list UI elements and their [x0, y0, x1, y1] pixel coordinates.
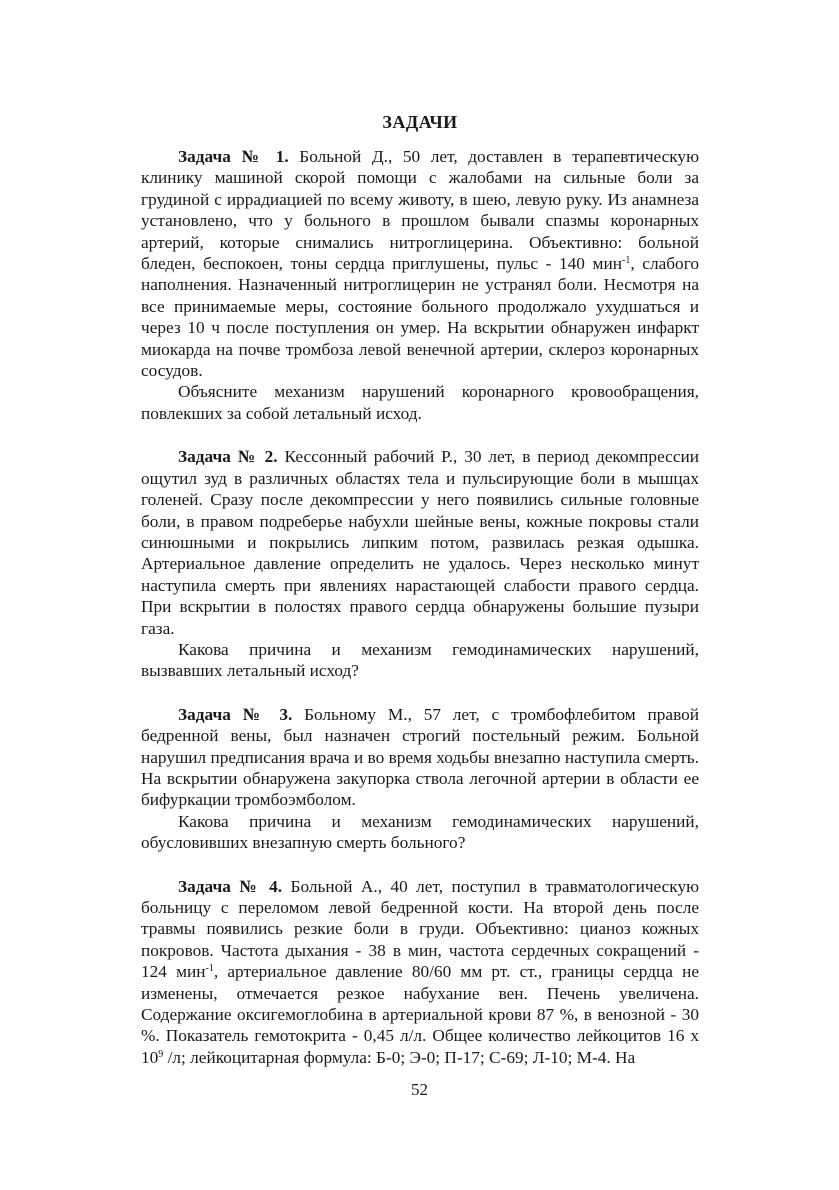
task-3-text	[141, 704, 699, 811]
task-4-sup-2: 9	[158, 1048, 164, 1060]
task-3-question: Какова причина и механизм гемодинамических нарушений, обусловивших внезапную смерть больного?	[141, 811, 699, 853]
task-3-label: Задача № 3.	[178, 704, 293, 724]
task-1-body-cont: , слабого наполнения. Назначенный нитроглицерин не устранял боли. Несмотря на все принимаемые меры, состояние больного продолжало ухудшаться и через 10 ч после поступления он умер. На вскрытии обнаружен инфаркт миокарда на почве тромбоза левой венечной артерии, склероз коронарных сосудов.	[141, 254, 699, 381]
task-1-text	[141, 146, 699, 381]
task-4-label: Задача № 4.	[178, 876, 283, 896]
task-4-text	[141, 876, 699, 1069]
document-page	[141, 110, 699, 1068]
page-title: ЗАДАЧИ	[382, 112, 458, 132]
task-4-body-cont-2: /л; лейкоцитарная формула: Б-0; Э-0; П-17; С-69; Л-10; М-4. На	[163, 1047, 636, 1067]
task-1-sup: -1	[622, 255, 631, 267]
task-2-body: Кессонный рабочий Р., 30 лет, в период декомпрессии ощутил зуд в различных областях тела и пульсирующие боли в мышцах голеней. Сразу после декомпрессии у него появились сильные головные боли, в правом подреберье набухли шейные вены, кожные покровы стали синюшными и покрылись липким потом, развилась резкая одышка. Артериальное давление определить не удалось. Через несколько минут наступила смерть при явлениях нарастающей слабости правого сердца. При вскрытии в полостях правого сердца обнаружены большие пузыри газа.	[141, 447, 700, 638]
task-2-text	[141, 446, 699, 639]
task-4	[141, 876, 699, 1069]
task-4-body-cont: , артериальное давление 80/60 мм рт. ст., границы сердца не изменены, отмечается резкое набухание вен. Печень увеличена. Содержание оксигемоглобина в артериальной крови 87 %, в венозной - 30 %. Показатель гемотокрита - 0,45 л/л. Общее количество лейкоцитов 16 х 10	[141, 962, 699, 1067]
task-1	[141, 146, 699, 424]
task-2-label: Задача № 2.	[178, 447, 278, 467]
task-3-body: Больному М., 57 лет, с тромбофлебитом правой бедренной вены, был назначен строгий постельный режим. Больной нарушил предписания врача и во время ходьбы внезапно наступила смерть. На вскрытии обнаружена закупорка ствола легочной артерии в области ее бифуркации тромбоэмболом.	[141, 704, 699, 810]
task-1-label: Задача № 1.	[178, 147, 289, 166]
task-3	[141, 704, 699, 854]
task-4-body: Больной А., 40 лет, поступил в травматологическую больницу с переломом левой бедренной кости. На второй день после травмы появились резкие боли в груди. Объективно: цианоз кожных покровов. Частота дыхания - 38 в мин, частота сердечных сокращений - 124 мин	[141, 876, 700, 982]
task-1-body: Больной Д., 50 лет, доставлен в терапевтическую клинику машиной скорой помощи с жалобами на сильные боли за грудиной с иррадиацией по всему животу, в шею, левую руку. Из анамнеза установлено, что у больного в прошлом бывали спазмы коронарных артерий, которые снимались нитроглицерина. Объективно: больной бледен, беспокоен, тоны сердца приглушены, пульс - 140 мин	[141, 147, 699, 274]
task-2	[141, 446, 699, 681]
task-2-question: Какова причина и механизм гемодинамических нарушений, вызвавших летальный исход?	[141, 639, 699, 681]
task-1-question: Объясните механизм нарушений коронарного кровообращения, повлекших за собой летальный исход.	[141, 382, 699, 423]
page-number: 52	[411, 1080, 428, 1099]
task-4-sup: -1	[205, 963, 214, 975]
